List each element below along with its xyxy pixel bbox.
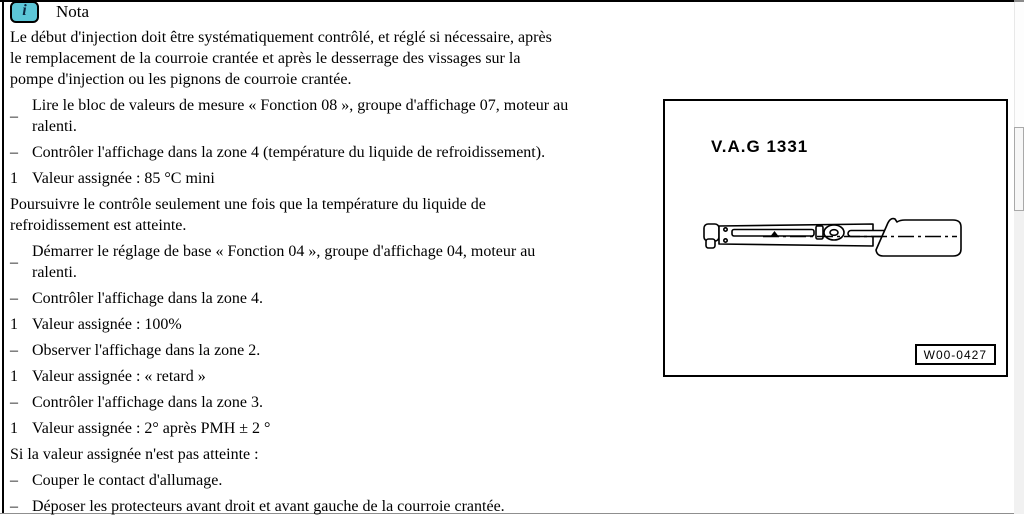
list-item [10, 314, 662, 335]
text-lines [10, 444, 662, 465]
list-marker: – [10, 290, 18, 307]
tool-name: V.A.G 1331 [711, 137, 809, 156]
list-marker: 1 [10, 420, 18, 437]
list-item [10, 241, 662, 283]
drawing-ref-label: W00-0427 [915, 344, 996, 365]
list-marker: – [10, 394, 18, 411]
list-marker: 1 [10, 316, 18, 333]
text-lines [32, 470, 662, 491]
page-left-border [2, 0, 4, 514]
note-label: Nota [56, 2, 90, 21]
torque-wrench-drawing [701, 209, 973, 263]
note-info-icon [10, 1, 39, 23]
vertical-scrollbar[interactable] [1014, 2, 1024, 514]
list-item [10, 95, 662, 137]
text-lines [10, 27, 662, 90]
text-line: Valeur assignée : « retard » [32, 368, 206, 385]
list-item [10, 288, 662, 309]
page-top-border [0, 0, 1014, 2]
list-item [10, 392, 662, 413]
text-line: Poursuivre le contrôle seulement une fois que la température du liquide de [10, 196, 486, 213]
text-line: Déposer les protecteurs avant droit et avant gauche de la courroie crantée. [32, 498, 505, 515]
list-marker: – [10, 107, 18, 125]
text-lines [10, 194, 662, 236]
text-line: Démarrer le réglage de base « Fonction 04 », groupe d'affichage 04, moteur au [32, 243, 536, 260]
note-icon-glyph: i [22, 1, 27, 19]
text-line: Contrôler l'affichage dans la zone 4. [32, 290, 263, 307]
text-lines [32, 366, 662, 387]
list-item [10, 418, 662, 439]
list-marker: 1 [10, 170, 18, 187]
list-marker: – [10, 342, 18, 359]
text-line: ralenti. [32, 118, 77, 135]
text-lines [32, 241, 662, 283]
list-marker: 1 [10, 368, 18, 385]
text-line: Contrôler l'affichage dans la zone 3. [32, 394, 263, 411]
text-lines [32, 392, 662, 413]
text-line: Valeur assignée : 2° après PMH ± 2 ° [32, 420, 271, 437]
text-line: Observer l'affichage dans la zone 2. [32, 342, 261, 359]
list-marker: – [10, 253, 18, 271]
text-lines [32, 314, 662, 335]
text-lines [32, 142, 662, 163]
text-lines [32, 95, 662, 137]
list-item [10, 340, 662, 361]
text-lines [32, 418, 662, 439]
text-line: Valeur assignée : 85 °C mini [32, 170, 215, 187]
scrollbar-thumb[interactable] [1014, 127, 1024, 211]
paragraph [10, 194, 662, 236]
text-lines [32, 288, 662, 309]
list-item [10, 366, 662, 387]
text-line: ralenti. [32, 264, 77, 281]
list-marker: – [10, 472, 18, 489]
list-item [10, 168, 662, 189]
list-marker: – [10, 144, 18, 161]
text-line: le remplacement de la courroie crantée et après le desserrage des vissages sur la [10, 50, 521, 67]
text-line: pompe d'injection ou les pignons de courroie crantée. [10, 71, 352, 88]
list-item [10, 470, 662, 491]
paragraph [10, 27, 662, 90]
figure-box [663, 99, 1008, 377]
paragraph [10, 444, 662, 465]
text-line: Lire le bloc de valeurs de mesure « Fonction 08 », groupe d'affichage 07, moteur au [32, 97, 569, 114]
text-line: Si la valeur assignée n'est pas atteinte : [10, 446, 259, 463]
text-line: refroidissement est atteinte. [10, 217, 187, 234]
text-line: Le début d'injection doit être systématiquement contrôlé, et réglé si nécessaire, après [10, 29, 552, 46]
scrollbar-track-top[interactable] [1014, 2, 1024, 127]
text-lines [32, 340, 662, 361]
note-header [10, 1, 89, 23]
list-item [10, 142, 662, 163]
text-line: Couper le contact d'allumage. [32, 472, 223, 489]
body-text [10, 27, 662, 522]
list-marker: – [10, 498, 18, 515]
text-line: Valeur assignée : 100% [32, 316, 182, 333]
text-line: Contrôler l'affichage dans la zone 4 (température du liquide de refroidissement). [32, 144, 546, 161]
text-lines [32, 168, 662, 189]
